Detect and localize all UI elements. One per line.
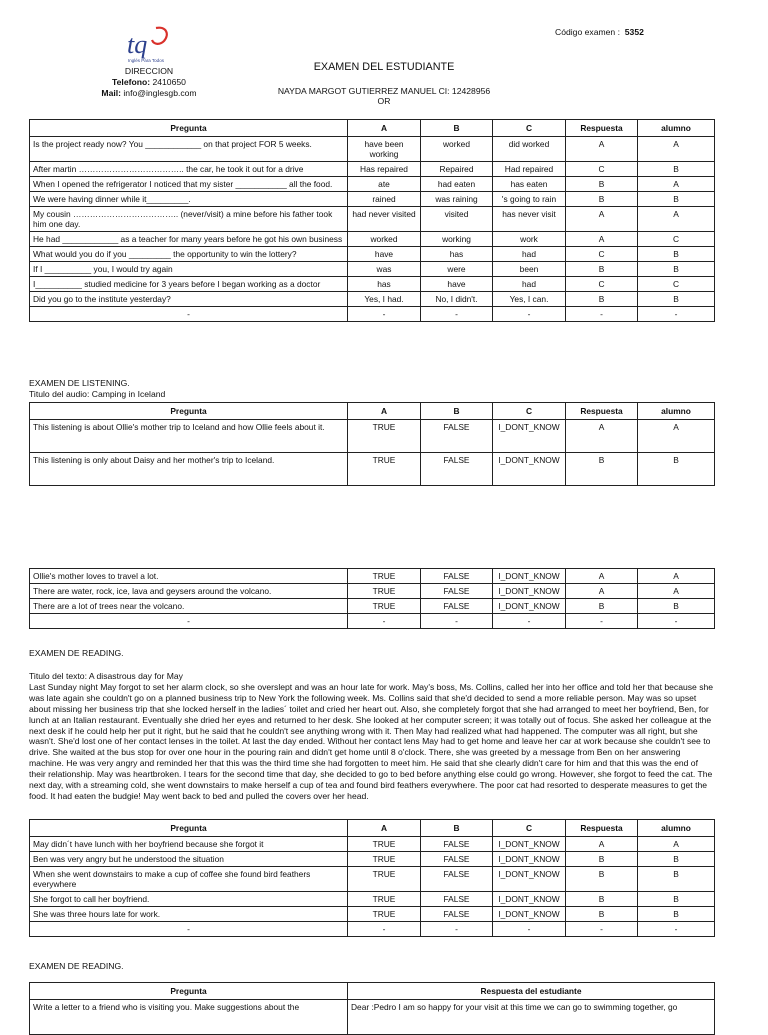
option-c-cell: I_DONT_KNOW [493, 584, 566, 599]
listening-title: EXAMEN DE LISTENING. [29, 378, 130, 388]
col-student: alumno [638, 820, 715, 837]
answer-cell: B [566, 292, 638, 307]
answer-cell: A [566, 137, 638, 162]
option-a-cell: TRUE [348, 867, 421, 892]
phone-line [95, 77, 203, 88]
option-c-cell: 's going to rain [493, 192, 566, 207]
question-cell: When she went downstairs to make a cup of coffee she found bird feathers everywhere [30, 867, 348, 892]
col-c: C [493, 403, 566, 420]
reading-title: EXAMEN DE READING. [29, 648, 124, 658]
student-answer-cell: - [638, 307, 715, 322]
reading-passage [29, 671, 715, 802]
question-cell: - [30, 307, 348, 322]
page-title: EXAMEN DEL ESTUDIANTE [313, 61, 455, 73]
table-row [30, 852, 715, 867]
answer-cell: A [566, 569, 638, 584]
option-b-cell: FALSE [421, 892, 493, 907]
question-cell: What would you do if you _________ the opportunity to win the lottery? [30, 247, 348, 262]
col-student: alumno [638, 403, 715, 420]
answer-cell: - [566, 307, 638, 322]
option-b-cell: had eaten [421, 177, 493, 192]
option-b-cell: - [421, 922, 493, 937]
option-c-cell: has never visit [493, 207, 566, 232]
answer-cell: A [566, 584, 638, 599]
col-question: Pregunta [30, 820, 348, 837]
answer-cell: B [566, 192, 638, 207]
logo-swoosh [152, 28, 167, 44]
question-cell: She was three hours late for work. [30, 907, 348, 922]
student-answer-cell: B [638, 852, 715, 867]
answer-cell: B [566, 177, 638, 192]
table-row [30, 277, 715, 292]
option-a-cell: TRUE [348, 892, 421, 907]
option-c-cell: did worked [493, 137, 566, 162]
student-answer-cell: A [638, 584, 715, 599]
question-cell: May didn´t have lunch with her boyfriend because she forgot it [30, 837, 348, 852]
table-row [30, 192, 715, 207]
col-b: B [421, 120, 493, 137]
option-a-cell: TRUE [348, 584, 421, 599]
table-row [30, 837, 715, 852]
question-cell: I__________ studied medicine for 3 years before I began working as a doctor [30, 277, 348, 292]
reading-table [29, 819, 715, 937]
question-cell: Is the project ready now? You ____________ on that project FOR 5 weeks. [30, 137, 348, 162]
option-c-cell: has eaten [493, 177, 566, 192]
option-c-cell: I_DONT_KNOW [493, 852, 566, 867]
table-row [30, 292, 715, 307]
logo-tagline: Inglés Para Todos [128, 58, 164, 63]
answer-cell: A [566, 232, 638, 247]
exam-code-label: Código examen : [555, 27, 620, 37]
option-b-cell: FALSE [421, 867, 493, 892]
option-c-cell: been [493, 262, 566, 277]
option-c-cell: I_DONT_KNOW [493, 867, 566, 892]
option-b-cell: FALSE [421, 599, 493, 614]
student-answer-cell: C [638, 232, 715, 247]
table-row [30, 420, 715, 453]
option-c-cell: I_DONT_KNOW [493, 420, 566, 453]
option-c-cell: I_DONT_KNOW [493, 837, 566, 852]
option-b-cell: working [421, 232, 493, 247]
option-b-cell: FALSE [421, 420, 493, 453]
option-a-cell: have been working [348, 137, 421, 162]
table-row [30, 922, 715, 937]
student-answer-cell: B [638, 907, 715, 922]
option-c-cell: had [493, 277, 566, 292]
question-cell: He had ____________ as a teacher for many years before he got his own business [30, 232, 348, 247]
exam-code-value: 5352 [624, 27, 644, 37]
option-b-cell: worked [421, 137, 493, 162]
option-a-cell: TRUE [348, 569, 421, 584]
option-a-cell: rained [348, 192, 421, 207]
exam-code [555, 27, 644, 37]
table-row [30, 262, 715, 277]
question-cell: After martin ……………………………….. the car, he took it out for a drive [30, 162, 348, 177]
option-c-cell: I_DONT_KNOW [493, 569, 566, 584]
listening-table-continued [29, 568, 715, 629]
option-a-cell: have [348, 247, 421, 262]
col-student: alumno [638, 120, 715, 137]
answer-cell: B [566, 599, 638, 614]
table-row [30, 907, 715, 922]
col-a: A [348, 403, 421, 420]
option-b-cell: FALSE [421, 584, 493, 599]
col-question: Pregunta [30, 403, 348, 420]
table-row [30, 599, 715, 614]
tq-logo [126, 24, 172, 64]
question-cell: There are a lot of trees near the volcano. [30, 599, 348, 614]
col-answer: Respuesta [566, 403, 638, 420]
option-a-cell: - [348, 614, 421, 629]
student-answer-cell: A [638, 837, 715, 852]
option-c-cell: I_DONT_KNOW [493, 599, 566, 614]
student-answer-cell: B [638, 162, 715, 177]
mail-value: info@inglesgb.com [123, 88, 197, 98]
student-answer-cell: A [638, 207, 715, 232]
option-a-cell: worked [348, 232, 421, 247]
student-answer-cell: A [638, 569, 715, 584]
option-a-cell: - [348, 307, 421, 322]
option-c-cell: I_DONT_KNOW [493, 907, 566, 922]
writing-question: Write a letter to a friend who is visiting you. Make suggestions about the [30, 1000, 348, 1035]
answer-cell: C [566, 247, 638, 262]
reading-body: Last Sunday night May forgot to set her alarm clock, so she overslept and was an hour late for work. May's boss, Ms. Collins, called her into her office and told her that because she was late again she couldn't go on a planned business trip to New York the following week. Ms. Collins said that she'd decided to send a more reliable person. May was so upset about missing her business trip that she locked herself in the ladies´ toilet and cried her heart out. Also, she completely forgot that she had arranged to meet her boyfriend, Ben, for lunch at an Italian restaurant. Eventually she dried her eyes and returned to her desk. She looked at her computer screen; it was totally out of focus. She asked her colleague at the next desk if he could help her put it right, but he said that he couldn't see anything wrong with it. Then May had realized what had happened. The computer was all right, but she wasn't. She'd lost one of her contact lenses in the toilet. At last the day ended. Without her contact lens May had to get home and leave her car at work because she couldn't see to drive. She waited at the bus stop for over one hour in the pouring rain and didn't get home until 8 o'clock. There, she was greeted by a message from Ben on her answering machine. He was very angry and reminded her that this was the third time she had forgotten to meet him. He said that she clearly didn't care for him and that this was the end of their relationship. May was heartbroken. I tears for the second time that day, she decided to go to bed before anything else could go wrong. However, she forgot to feed the cat. The next day, with a streaming cold, she went downstairs to make herself a cup of tea and found bird feathers everywhere. The poor cat had resorted to desperate measures to get the food. It had eaten the budgie! May went back to bed and pulled the covers over her head. [29, 681, 714, 801]
student-answer-cell: B [638, 453, 715, 486]
col-b: B [421, 403, 493, 420]
table-row [30, 892, 715, 907]
option-a-cell: had never visited [348, 207, 421, 232]
option-b-cell: FALSE [421, 453, 493, 486]
answer-cell: C [566, 162, 638, 177]
listening-heading [29, 378, 165, 399]
answer-cell: C [566, 277, 638, 292]
option-c-cell: Yes, I can. [493, 292, 566, 307]
option-b-cell: FALSE [421, 569, 493, 584]
reading2-title: EXAMEN DE READING. [29, 961, 124, 971]
option-b-cell: was raining [421, 192, 493, 207]
option-b-cell: FALSE [421, 837, 493, 852]
student-answer-cell: C [638, 277, 715, 292]
col-b: B [421, 820, 493, 837]
option-a-cell: TRUE [348, 837, 421, 852]
col-c: C [493, 120, 566, 137]
table-header-row [30, 403, 715, 420]
option-c-cell: I_DONT_KNOW [493, 453, 566, 486]
option-c-cell: work [493, 232, 566, 247]
col-a: A [348, 820, 421, 837]
table-row [30, 307, 715, 322]
table-row [30, 207, 715, 232]
student-extra: OR [377, 96, 391, 106]
col-question: Pregunta [30, 983, 348, 1000]
option-a-cell: - [348, 922, 421, 937]
writing-answer: Dear :Pedro I am so happy for your visit at this time we can go to swimming together, go [348, 1000, 715, 1035]
table-row [30, 162, 715, 177]
option-a-cell: TRUE [348, 453, 421, 486]
question-cell: Ollie's mother loves to travel a lot. [30, 569, 348, 584]
option-a-cell: TRUE [348, 420, 421, 453]
option-b-cell: Repaired [421, 162, 493, 177]
logo-letters: tq [127, 30, 148, 59]
answer-cell: B [566, 453, 638, 486]
option-a-cell: has [348, 277, 421, 292]
student-answer-cell: B [638, 599, 715, 614]
table-row [30, 453, 715, 486]
option-b-cell: have [421, 277, 493, 292]
option-b-cell: - [421, 614, 493, 629]
student-name: NAYDA MARGOT GUTIERREZ MANUEL CI: 12428956 [277, 86, 491, 96]
option-a-cell: TRUE [348, 599, 421, 614]
answer-cell: B [566, 852, 638, 867]
table-row [30, 867, 715, 892]
phone-value: 2410650 [152, 77, 186, 87]
option-c-cell: - [493, 614, 566, 629]
option-b-cell: FALSE [421, 852, 493, 867]
option-a-cell: was [348, 262, 421, 277]
student-answer-cell: A [638, 177, 715, 192]
option-c-cell: had [493, 247, 566, 262]
student-answer-cell: B [638, 247, 715, 262]
col-question: Pregunta [30, 120, 348, 137]
question-cell: - [30, 614, 348, 629]
reading-text-title: Titulo del texto: A disastrous day for May [29, 671, 183, 681]
table-row [30, 247, 715, 262]
question-cell: We were having dinner while it_________. [30, 192, 348, 207]
student-answer-cell: B [638, 292, 715, 307]
option-b-cell: FALSE [421, 907, 493, 922]
option-b-cell: No, I didn't. [421, 292, 493, 307]
question-cell: - [30, 922, 348, 937]
answer-cell: A [566, 207, 638, 232]
option-c-cell: I_DONT_KNOW [493, 892, 566, 907]
grammar-table [29, 119, 715, 322]
question-cell: Ben was very angry but he understood the situation [30, 852, 348, 867]
table-header-row [30, 820, 715, 837]
answer-cell: A [566, 837, 638, 852]
table-row [30, 177, 715, 192]
student-answer-cell: B [638, 262, 715, 277]
question-cell: She forgot to call her boyfriend. [30, 892, 348, 907]
option-b-cell: were [421, 262, 493, 277]
question-cell: Did you go to the institute yesterday? [30, 292, 348, 307]
question-cell: There are water, rock, ice, lava and geysers around the volcano. [30, 584, 348, 599]
student-info [250, 86, 518, 106]
table-row [30, 614, 715, 629]
option-b-cell: - [421, 307, 493, 322]
col-answer: Respuesta [566, 120, 638, 137]
answer-cell: - [566, 614, 638, 629]
mail-line [95, 88, 203, 99]
question-cell: My cousin ……………………………….. (never/visit) a mine before his father took him one day. [30, 207, 348, 232]
direction-label: DIRECCION [124, 66, 174, 76]
audio-title: Titulo del audio: Camping in Iceland [29, 388, 166, 399]
answer-cell: A [566, 420, 638, 453]
table-row [30, 232, 715, 247]
col-student-answer: Respuesta del estudiante [348, 983, 715, 1000]
question-cell: When I opened the refrigerator I noticed that my sister ___________ all the food. [30, 177, 348, 192]
answer-cell: B [566, 262, 638, 277]
option-a-cell: TRUE [348, 907, 421, 922]
option-a-cell: TRUE [348, 852, 421, 867]
table-row [30, 137, 715, 162]
writing-table [29, 982, 715, 1035]
option-b-cell: has [421, 247, 493, 262]
answer-cell: B [566, 907, 638, 922]
student-answer-cell: A [638, 420, 715, 453]
option-c-cell: - [493, 922, 566, 937]
company-contact [95, 66, 203, 99]
table-row [30, 584, 715, 599]
student-answer-cell: B [638, 867, 715, 892]
option-c-cell: - [493, 307, 566, 322]
answer-cell: - [566, 922, 638, 937]
question-cell: If I __________ you, I would try again [30, 262, 348, 277]
option-a-cell: Has repaired [348, 162, 421, 177]
student-answer-cell: B [638, 192, 715, 207]
table-row [30, 569, 715, 584]
phone-label: Telefono: [112, 77, 151, 87]
option-b-cell: visited [421, 207, 493, 232]
option-a-cell: ate [348, 177, 421, 192]
answer-cell: B [566, 892, 638, 907]
question-cell: This listening is only about Daisy and her mother's trip to Iceland. [30, 453, 348, 486]
option-c-cell: Had repaired [493, 162, 566, 177]
student-answer-cell: A [638, 137, 715, 162]
student-answer-cell: - [638, 614, 715, 629]
col-c: C [493, 820, 566, 837]
table-header-row [30, 120, 715, 137]
student-answer-cell: B [638, 892, 715, 907]
mail-label: Mail: [101, 88, 121, 98]
table-header-row [30, 983, 715, 1000]
table-row [30, 1000, 715, 1035]
question-cell: This listening is about Ollie's mother trip to Iceland and how Ollie feels about it. [30, 420, 348, 453]
listening-table [29, 402, 715, 486]
answer-cell: B [566, 867, 638, 892]
col-a: A [348, 120, 421, 137]
col-answer: Respuesta [566, 820, 638, 837]
student-answer-cell: - [638, 922, 715, 937]
option-a-cell: Yes, I had. [348, 292, 421, 307]
